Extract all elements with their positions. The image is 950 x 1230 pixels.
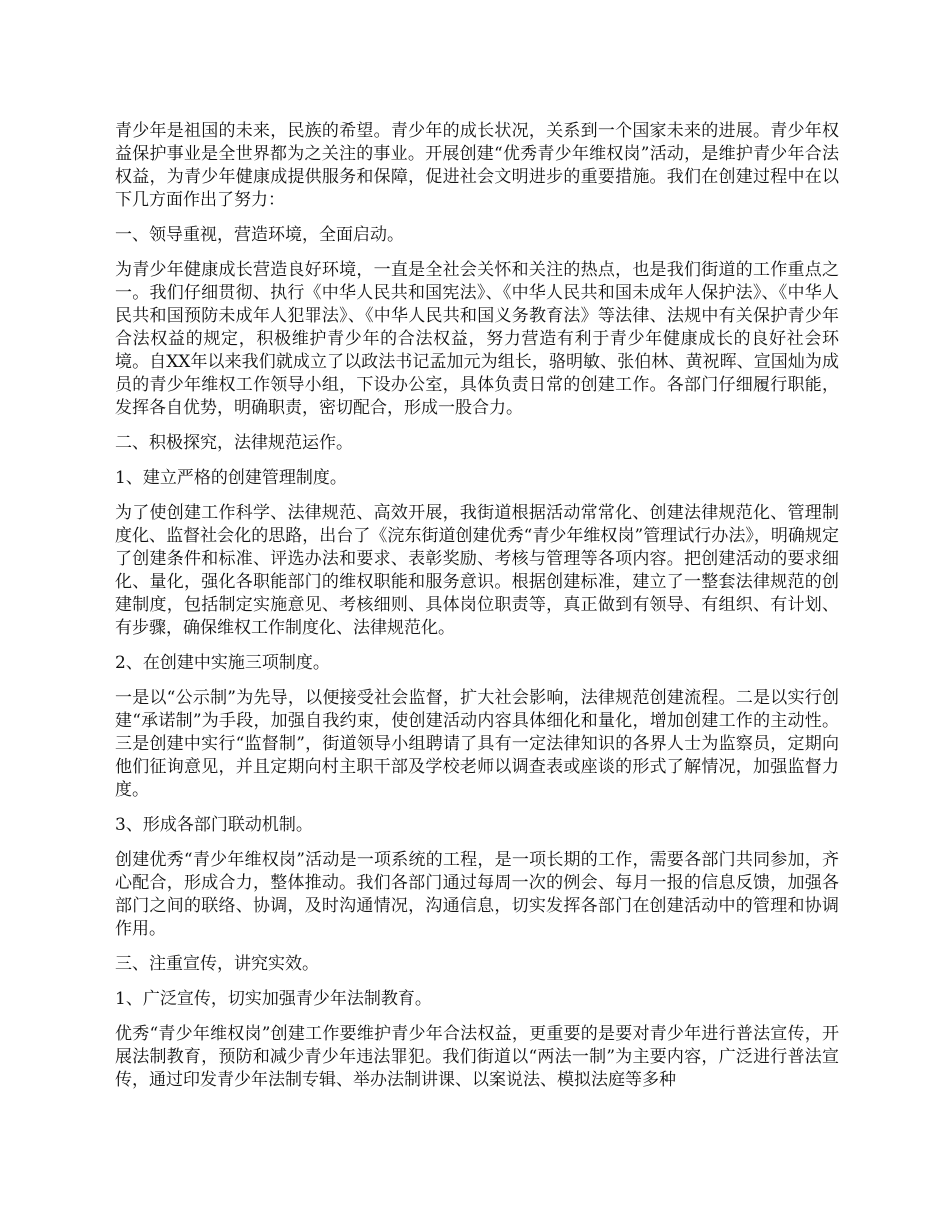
section-heading-3: 三、注重宣传，讲究实效。 [115, 954, 319, 974]
subheading-2-2: 2、在创建中实施三项制度。 [115, 653, 330, 673]
subheading-3-1: 1、广泛宣传，切实加强青少年法制教育。 [115, 989, 432, 1009]
subsection-2-3-paragraph: 创建优秀“青少年维权岗”活动是一项系统的工程，是一项长期的工作，需要各部门共同参加，齐心配合，形成合力，整体推动。我们各部门通过每周一次的例会、每月一报的信息反馈，加强各部门之间的联络、协调，及时沟通情况，沟通信息，切实发挥各部门在创建活动中的管理和协调作用。 [115, 850, 839, 939]
document-body [115, 120, 839, 1104]
section-1-paragraph: 为青少年健康成长营造良好环境，一直是全社会关怀和关注的热点，也是我们街道的工作重点之一。我们仔细贯彻、执行《中华人民共和国宪法》、《中华人民共和国未成年人保护法》、《中华人民共和国预防未成年人犯罪法》、《中华人民共和国义务教育法》等法律、法规中有关保护青少年合法权益的规定，积极维护青少年的合法权益，努力营造有利于青少年健康成长的良好社会环境。自XX年以来我们就成立了以政法书记孟加元为组长，骆明敏、张伯林、黄祝晖、宣国灿为成员的青少年维权工作领导小组，下设办公室，具体负责日常的创建工作。各部门仔细履行职能，发挥各自优势，明确职责，密切配合，形成一股合力。 [115, 260, 839, 418]
subheading-2-1: 1、建立严格的创建管理制度。 [115, 468, 347, 488]
section-heading-1: 一、领导重视，营造环境，全面启动。 [115, 225, 404, 245]
subheading-2-3: 3、形成各部门联动机制。 [115, 815, 313, 835]
section-heading-2: 二、积极探究，法律规范运作。 [115, 433, 353, 453]
subsection-2-1-paragraph: 为了使创建工作科学、法律规范、高效开展，我街道根据活动常常化、创建法律规范化、管理制度化、监督社会化的思路，出台了《浣东街道创建优秀“青少年维权岗”管理试行办法》，明确规定了创建条件和标准、评选办法和要求、表彰奖励、考核与管理等各项内容。把创建活动的要求细化、量化，强化各职能部门的维权职能和服务意识。根据创建标准，建立了一整套法律规范的创建制度，包括制定实施意见、考核细则、具体岗位职责等，真正做到有领导、有组织、有计划、有步骤，确保维权工作制度化、法律规范化。 [115, 503, 839, 638]
subsection-3-1-paragraph: 优秀“青少年维权岗”创建工作要维护青少年合法权益，更重要的是要对青少年进行普法宣传，开展法制教育，预防和减少青少年违法罪犯。我们街道以“两法一制”为主要内容，广泛进行普法宣传，通过印发青少年法制专辑、举办法制讲课、以案说法、模拟法庭等多种 [115, 1024, 839, 1090]
intro-paragraph: 青少年是祖国的未来，民族的希望。青少年的成长状况，关系到一个国家未来的进展。青少年权益保护事业是全世界都为之关注的事业。开展创建“优秀青少年维权岗”活动，是维护青少年合法权益，为青少年健康成提供服务和保障，促进社会文明进步的重要措施。我们在创建过程中在以下几方面作出了努力： [115, 121, 839, 210]
subsection-2-2-paragraph: 一是以“公示制”为先导，以便接受社会监督，扩大社会影响，法律规范创建流程。二是以实行创建“承诺制”为手段，加强自我约束，使创建活动内容具体细化和量化，增加创建工作的主动性。三是创建中实行“监督制”，街道领导小组聘请了具有一定法律知识的各界人士为监察员，定期向他们征询意见，并且定期向村主职干部及学校老师以调查表或座谈的形式了解情况，加强监督力度。 [115, 688, 839, 800]
